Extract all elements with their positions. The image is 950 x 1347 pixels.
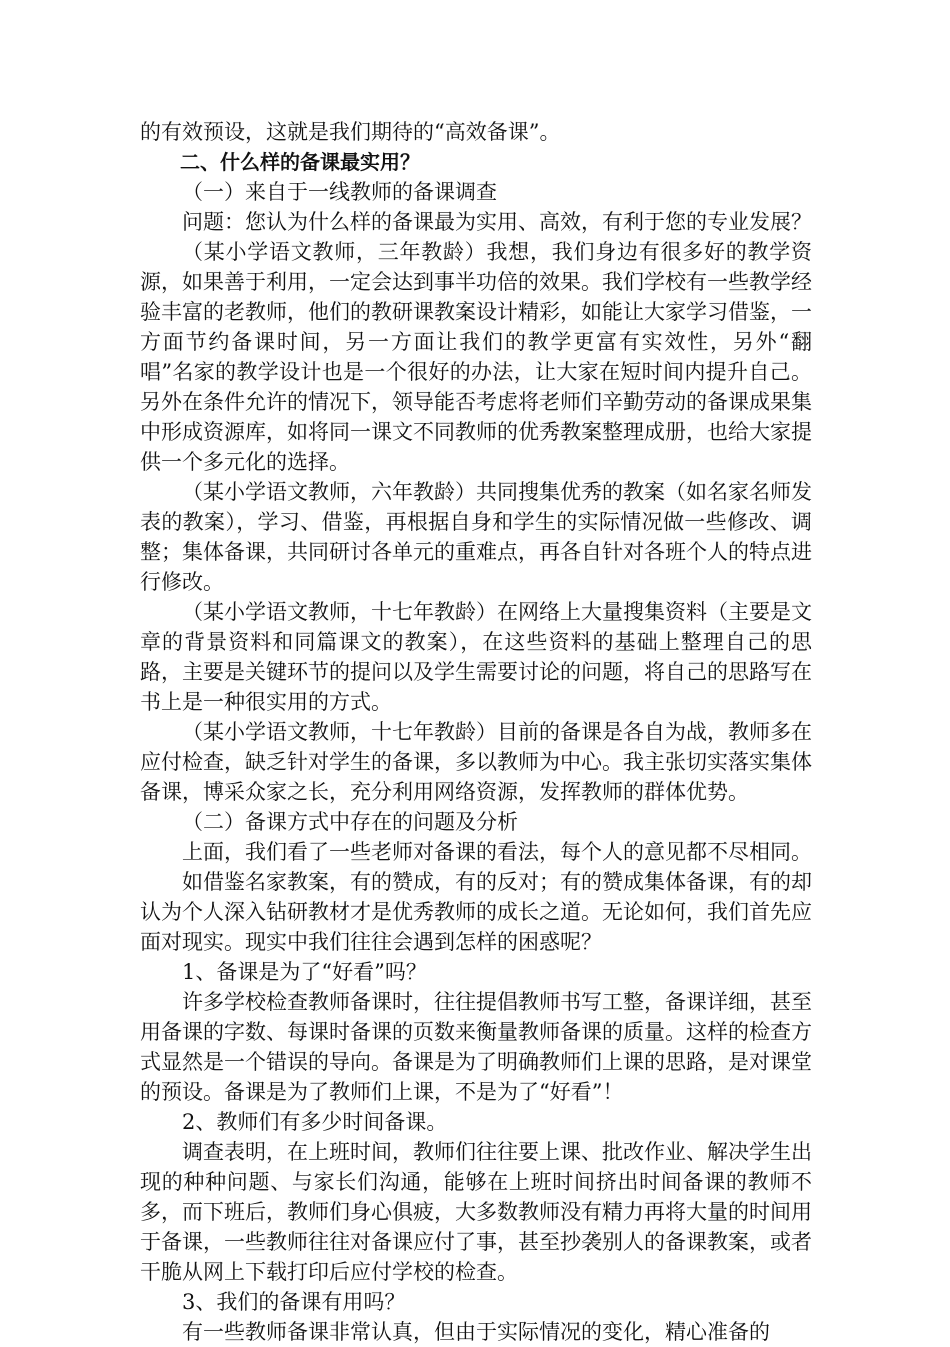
paragraph-continuation: 的有效预设，这就是我们期待的“高效备课”。 xyxy=(140,120,561,144)
paragraph-truncated: 有一些教师备课非常认真，但由于实际情况的变化，精心准备的 xyxy=(182,1320,770,1344)
teacher-response-2: （某小学语文教师，六年教龄）共同搜集优秀的教案（如名家名师发表的教案），学习、借鉴，再根据自身和学生的实际情况做一些修改、调整；集体备课，共同研讨各单元的重难点，再各自针对各班个人的特点进行修改。 xyxy=(140,480,812,594)
paragraph: 如借鉴名家教案，有的赞成，有的反对；有的赞成集体备课，有的却认为个人深入钻研教材才是优秀教师的成长之道。无论如何，我们首先应面对现实。现实中我们往往会遇到怎样的困惑呢？ xyxy=(140,870,812,954)
survey-question: 问题：您认为什么样的备课最为实用、高效，有利于您的专业发展？ xyxy=(182,210,812,234)
teacher-response-1: （某小学语文教师，三年教龄）我想，我们身边有很多好的教学资源，如果善于利用，一定会达到事半功倍的效果。我们学校有一些教学经验丰富的老教师，他们的教研课教案设计精彩，如能让大家学习借鉴，一方面节约备课时间，另一方面让我们的教学更富有实效性，另外“翻唱”名家的教学设计也是一个很好的办法，让大家在短时间内提升自己。另外在条件允许的情况下，领导能否考虑将老师们辛勤劳动的备课成果集中形成资源库，如将同一课文不同教师的优秀教案整理成册，也给大家提供一个多元化的选择。 xyxy=(140,240,812,474)
teacher-response-3: （某小学语文教师，十七年教龄）在网络上大量搜集资料（主要是文章的背景资料和同篇课文的教案），在这些资料的基础上整理自己的思路，主要是关键环节的提问以及学生需要讨论的问题，将自己的思路写在书上是一种很实用的方式。 xyxy=(140,600,812,714)
subsection-heading-2: （二）备课方式中存在的问题及分析 xyxy=(182,810,518,834)
teacher-response-4: （某小学语文教师，十七年教龄）目前的备课是各自为战，教师多在应付检查，缺乏针对学生的备课，多以教师为中心。我主张切实落实集体备课，博采众家之长，充分利用网络资源，发挥教师的群体优势。 xyxy=(140,720,812,804)
subsection-heading: （一）来自于一线教师的备课调查 xyxy=(182,180,497,204)
document-body xyxy=(140,117,812,1347)
paragraph: 许多学校检查教师备课时，往往提倡教师书写工整，备课详细，甚至用备课的字数、每课时备课的页数来衡量教师备课的质量。这样的检查方式显然是一个错误的导向。备课是为了明确教师们上课的思路，是对课堂的预设。备课是为了教师们上课，不是为了“好看”！ xyxy=(140,990,812,1104)
paragraph: 调查表明，在上班时间，教师们往往要上课、批改作业、解决学生出现的种种问题、与家长们沟通，能够在上班时间挤出时间备课的教师不多，而下班后，教师们身心俱疲，大多数教师没有精力再将大量的时间用于备课，一些教师往往对备课应付了事，甚至抄袭别人的备课教案，或者干脆从网上下载打印后应付学校的检查。 xyxy=(140,1140,812,1284)
point-heading-1: 1、备课是为了“好看”吗？ xyxy=(182,960,427,984)
point-heading-3: 3、我们的备课有用吗？ xyxy=(182,1290,406,1314)
paragraph: 上面，我们看了一些老师对备课的看法，每个人的意见都不尽相同。 xyxy=(182,840,812,864)
section-heading: 二、什么样的备课最实用？ xyxy=(180,150,420,174)
point-heading-2: 2、教师们有多少时间备课。 xyxy=(182,1110,448,1134)
